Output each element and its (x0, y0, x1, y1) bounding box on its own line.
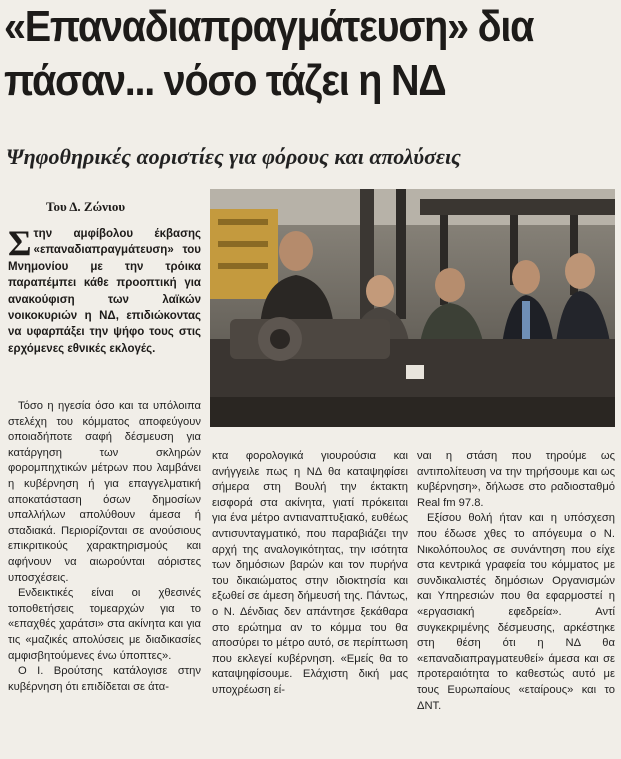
article-column-3 (417, 449, 615, 714)
byline: Του Δ. Ζώνιου (46, 199, 126, 214)
column-1-paragraph-1: Τόσο η ηγεσία όσο και τα υπόλοιπα στελέχη του κόμματος αποφεύγουν οποιαδήποτε σαφή δέσμευση για κατάργηση των σκληρών φορομπηχτικών μέτρων που λαμβάνει η κυβέρνηση ή για επαγγελματική αποκατάσταση όσων δημοσίων υπαλλήλων απολύθουν άμεσα ή σταδιακά. Περιορίζονται σε ανούσιους επικριτικούς χαρακτηρισμούς και αφήνουν να αιωρούνται αόριστες υποσχέσεις. (8, 400, 201, 584)
lead-paragraph (8, 223, 201, 357)
article-photo (210, 189, 615, 427)
drop-cap: Σ (8, 223, 32, 263)
column-1-paragraph-2: Ενδεικτικές είναι οι χθεσινές τοποθετήσεις τομεαρχών για το «επαχθές χαράτσι» στα ακίνητα και για τις «μαζικές απολύσεις με διαδικασίες αμφισβητούμενες ένω ύποπτες». (8, 587, 201, 662)
column-1-paragraph-3: Ο Ι. Βρούτσης κατάλογισε στην κυβέρνηση ότι επιδίδεται σε άτα- (8, 665, 201, 693)
photo-illustration (210, 189, 615, 427)
headline-line-1: «Επαναδιαπραγμάτευση» δια (4, 2, 534, 51)
column-3-paragraph-2: Εξίσου θολή ήταν και η υπόσχεση που έδωσε χθες το απόγευμα ο Ν. Νικολόπουλος σε συνάντηση που είχε στα κεντρικά γραφεία του κόμματος με συνδικαλιστές δημόσιων Οργανισμών και Υπηρεσιών που θα εφαρμοστεί η «εργασιακή εφεδρεία». Αντί συγκεκριμένης δέσμευσης, αρκέστηκε στη θέση ότι η ΝΔ θα «επαναδιαπραγματευθεί» άμεσα και σε προτεραιότητα το καθεστώς αυτό με τους Ευρωπαίους «εταίρους» και το ΔΝΤ. (417, 512, 615, 712)
article-column-1 (8, 399, 201, 695)
article-headline (4, 0, 555, 108)
column-3-paragraph-1: ναι η στάση που τηρούμε ως αντιπολίτευση να την τηρήσουμε και ως κυβέρνηση», δήλωσε στο ραδιοσταθμό Real fm 97.8. (417, 450, 615, 509)
lead-text: την αμφίβολου έκβασης «επαναδιαπραγμάτευση» του Μνημονίου με την τρόικα παραπέμπει κάθε προοπτική για ανακούφιση των λαϊκών νοικοκυριών η ΝΔ, επιδιώκοντας να υφαρπάξει την ψήφο τους στις ερχόμενες εθνικές εκλογές. (8, 228, 201, 355)
column-2-paragraph-1: κτα φορολογικά γιουρούσια και ανήγγειλε πως η ΝΔ θα καταψηφίσει σήμερα στη Βουλή την έκτακτη εισφορά στα ακίνητα, γιατί πρόκειται για ένα μέτρο αντιαναπτυξιακό, ευθέως αντισυνταγματικό, που παραβιάζει την αρχή της αναλογικότητας, την ισότητα των δημόσιων βαρών και τον πυρήνα του δικαιώματος στην ιδιοκτησία και εξωθεί σε άμεση δήμευσή της. Πάντως, ο Ν. Δένδιας δεν απάντησε ξεκάθαρα στο ερώτημα αν το κόμμα του θα αποσύρει το μέτρο αυτό, σε περίπτωση που εκλεγεί κυβέρνηση. «Εμείς θα το καταψηφίσουμε. Ελάχιστη δική μας υποχρέωση εί- (212, 450, 408, 696)
article-subheadline: Ψηφοθηρικές αοριστίες για φόρους και απολύσεις (6, 144, 461, 169)
article-column-2 (212, 449, 408, 699)
headline-line-2: πάσαν... νόσο τάζει η ΝΔ (4, 56, 446, 105)
